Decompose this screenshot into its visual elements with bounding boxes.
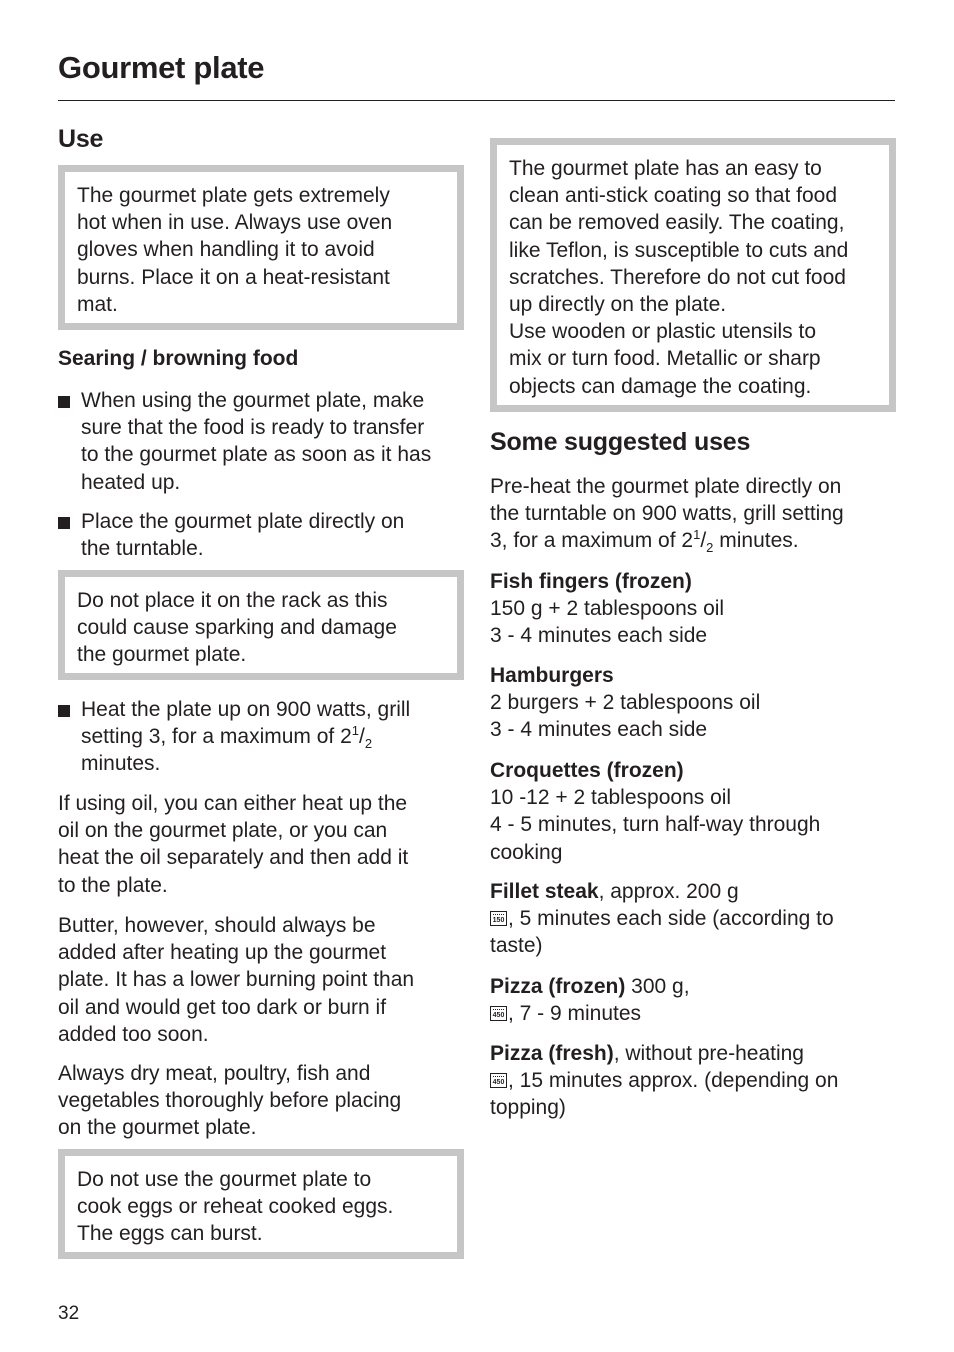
recipe-pizza-fresh (490, 1040, 896, 1122)
page-title: Gourmet plate (58, 50, 265, 85)
recipe-hamburgers (490, 662, 896, 744)
intro-line: the turntable on 900 watts, grill setting (490, 502, 844, 526)
bullet-line: minutes. (81, 752, 161, 776)
intro-line: Pre-heat the gourmet plate directly on (490, 475, 842, 498)
title-divider (58, 100, 895, 101)
recipe-line-text: , 5 minutes each side (according to (508, 907, 834, 931)
bullet-line: Heat the plate up on 900 watts, grill (81, 698, 411, 721)
recipe-line: cooking (490, 840, 563, 864)
bullet-square-icon (58, 517, 70, 529)
fraction-slash: / (700, 529, 707, 553)
recipe-line: 4 - 5 minutes, turn half-way through (490, 813, 821, 837)
recipe-line (490, 1000, 896, 1027)
grill-setting-icon-label: 450 (492, 1079, 505, 1087)
suggested-uses-heading: Some suggested uses (490, 428, 751, 456)
recipe-croquettes (490, 757, 896, 866)
grill-setting-icon (490, 1006, 507, 1021)
recipe-fillet-steak (490, 878, 896, 960)
recipe-line (490, 905, 896, 932)
paragraph-dry: Always dry meat, poultry, fish and vegetables thoroughly before placing on the gourmet plate. (58, 1062, 402, 1140)
recipe-title-line (490, 973, 896, 1000)
recipe-pizza-frozen (490, 973, 896, 1027)
bullet-line (81, 723, 471, 750)
warning-box-coating: The gourmet plate has an easy to clean anti-stick coating so that food can be removed easily. The coating, like Teflon, is susceptible to cuts and scratches. Therefore do not cut food up directly on the plate. Use wooden or plastic utensils to mix or turn food. Metallic or sharp objects can damage the coating. (490, 138, 896, 412)
fraction-numerator: 1 (693, 527, 701, 543)
recipe-line: 2 burgers + 2 tablespoons oil (490, 691, 761, 715)
warning-box-rack: Do not place it on the rack as this could cause sparking and damage the gourmet plate. (58, 570, 464, 680)
suggested-intro (490, 473, 900, 555)
paragraph-oil: If using oil, you can either heat up the oil on the gourmet plate, or you can heat the oil separately and then add it to the plate. (58, 792, 409, 897)
intro-line (490, 527, 900, 554)
warning-box-eggs: Do not use the gourmet plate to cook eggs or reheat cooked eggs. The eggs can burst. (58, 1149, 464, 1259)
recipe-fish-fingers (490, 568, 896, 650)
grill-setting-icon (490, 911, 507, 926)
fraction-denominator: 2 (364, 736, 373, 752)
grill-setting-icon-label: 450 (492, 1012, 505, 1020)
recipe-name: Croquettes (frozen) (490, 759, 684, 782)
recipe-name-suffix: , without pre-heating (613, 1042, 804, 1065)
bullet-line-text: setting 3, for a maximum of 2 (81, 725, 352, 749)
fraction-numerator: 1 (351, 723, 360, 739)
fraction-slash: / (359, 725, 365, 749)
recipe-line-text: , 15 minutes approx. (depending on (508, 1069, 839, 1093)
recipe-title-line (490, 878, 896, 905)
recipe-line: 3 - 4 minutes each side (490, 718, 708, 742)
searing-heading: Searing / browning food (58, 347, 299, 370)
recipe-line: 150 g + 2 tablespoons oil (490, 597, 725, 621)
grill-setting-icon (490, 1073, 507, 1088)
bullet-text: When using the gourmet plate, make sure that the food is ready to transfer to the gourmet plate as soon as it has heated up. (81, 389, 432, 494)
recipe-line: 3 - 4 minutes each side (490, 624, 708, 648)
warning-box-hot: The gourmet plate gets extremely hot when in use. Always use oven gloves when handling it to avoid burns. Place it on a heat-resistant mat. (58, 165, 464, 330)
recipe-name: Fish fingers (frozen) (490, 570, 692, 593)
grill-setting-icon-label: 150 (492, 917, 505, 925)
intro-line-text: minutes. (713, 529, 799, 553)
recipe-name-suffix: 300 g, (625, 975, 690, 998)
recipe-line: taste) (490, 934, 543, 958)
bullet-square-icon (58, 396, 70, 408)
recipe-line (490, 1067, 896, 1094)
intro-line-text: 3, for a maximum of 2 (490, 529, 694, 553)
use-heading: Use (58, 125, 104, 153)
recipe-name-suffix: , approx. 200 g (598, 880, 739, 903)
recipe-line: 10 -12 + 2 tablespoons oil (490, 786, 732, 810)
recipe-name: Pizza (fresh) (490, 1042, 614, 1065)
fraction-denominator: 2 (706, 540, 714, 556)
recipe-line-text: , 7 - 9 minutes (508, 1002, 642, 1026)
recipe-name: Fillet steak (490, 880, 599, 903)
recipe-name: Hamburgers (490, 664, 614, 687)
recipe-line: topping) (490, 1096, 566, 1120)
recipe-name: Pizza (frozen) (490, 975, 626, 998)
bullet-text (81, 696, 471, 778)
paragraph-butter: Butter, however, should always be added after heating up the gourmet plate. It has a lower burning point than oil and would get too dark or burn if added too soon. (58, 914, 415, 1046)
recipe-title-line (490, 1040, 896, 1067)
page-number: 32 (58, 1303, 80, 1324)
bullet-text: Place the gourmet plate directly on the turntable. (81, 510, 405, 561)
bullet-square-icon (58, 705, 70, 717)
